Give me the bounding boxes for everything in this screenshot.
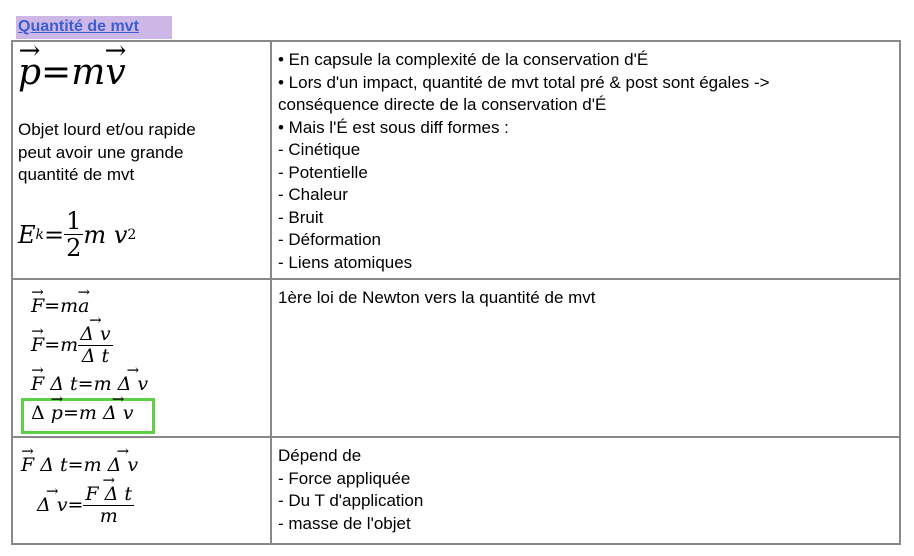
cell-dependency-notes bbox=[271, 437, 900, 544]
table-row-momentum bbox=[12, 41, 900, 279]
cell-newton-formulas bbox=[12, 279, 271, 437]
cell-momentum-notes bbox=[271, 41, 900, 279]
formula-velocity-change: → Δ v = → $\frac{\text{F Δ t}}{m}$ bbox=[37, 484, 134, 527]
notes-table bbox=[11, 40, 901, 545]
table-row-newton bbox=[12, 279, 900, 437]
list-item: - Chaleur bbox=[278, 185, 348, 204]
list-item: - Du T d'application bbox=[278, 491, 424, 510]
dependency-title: Dépend de bbox=[278, 446, 362, 465]
list-item: - Liens atomiques bbox=[278, 252, 413, 272]
section-title: Quantité de mvt bbox=[18, 18, 139, 35]
bullet-item: • En capsule la complexité de la conservation d'É bbox=[278, 50, 649, 69]
formula-kinetic-energy: E k = $\frac{1}{2}$ m v 2 bbox=[18, 207, 137, 263]
formula-force-delta: → F = m → $\frac{\text{Δ v}}{\text{Δ t}}$ bbox=[31, 324, 113, 367]
formula-force: → F=m→ a bbox=[31, 295, 89, 317]
momentum-description: Objet lourd et/ou rapide peut avoir une grande quantité de mvt bbox=[18, 120, 196, 184]
formula-impulse-2: → F Δ t=m → Δ v bbox=[21, 454, 138, 476]
table-row-dependency bbox=[12, 437, 900, 544]
newton-note: 1ère loi de Newton vers la quantité de mvt bbox=[278, 288, 596, 307]
momentum-notes bbox=[278, 49, 770, 274]
list-item: - Bruit bbox=[278, 207, 324, 227]
formula-momentum: → p=m→ v bbox=[18, 52, 126, 93]
dependency-notes bbox=[278, 445, 423, 535]
list-item: - Force appliquée bbox=[278, 468, 411, 488]
list-item: - Cinétique bbox=[278, 140, 361, 159]
cell-newton-notes bbox=[271, 279, 900, 437]
formula-impulse: → F Δ t=m → Δ v bbox=[31, 373, 148, 395]
formula-momentum-change: Δ → p=m → Δ v bbox=[31, 402, 133, 424]
bullet-item: conséquence directe de la conservation d'É bbox=[278, 95, 607, 114]
list-item: - masse de l'objet bbox=[278, 513, 411, 533]
list-item: - Déformation bbox=[278, 230, 381, 249]
energy-forms-list bbox=[278, 139, 770, 274]
cell-momentum-formulas bbox=[12, 41, 271, 279]
bullet-item: • Mais l'É est sous diff formes : bbox=[278, 117, 509, 137]
cell-dependency-formulas bbox=[12, 437, 271, 544]
dependency-list bbox=[278, 468, 423, 536]
list-item: - Potentielle bbox=[278, 162, 368, 182]
bullet-item: • Lors d'un impact, quantité de mvt total pré & post sont égales -> bbox=[278, 72, 770, 92]
